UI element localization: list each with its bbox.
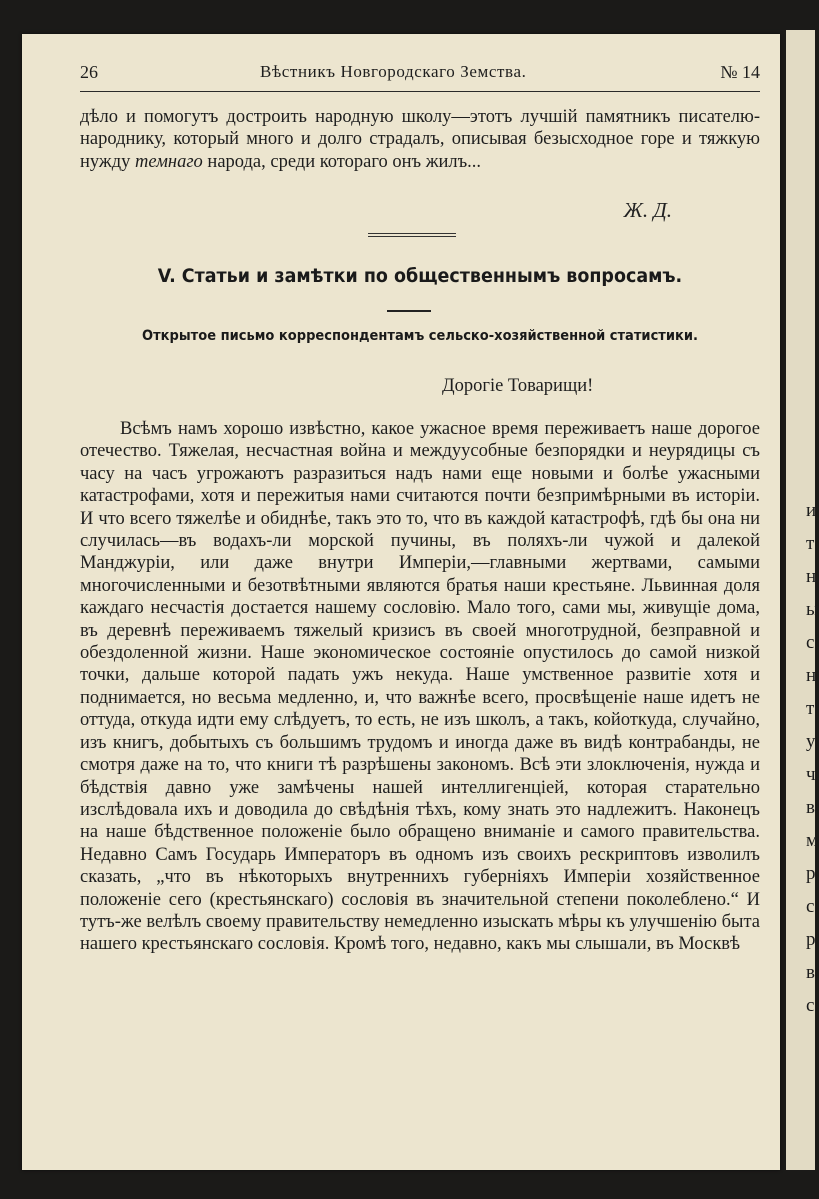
running-header xyxy=(80,62,760,88)
edge-letter: н xyxy=(806,665,817,686)
intro-text-start: дѣло и помогутъ достроить народную школу—этотъ лучшій памятникъ писателю-народнику, который много и долго страдалъ, описывая безысходное горе и тяжкую нужду xyxy=(80,107,760,172)
author-signature: Ж. Д. xyxy=(623,198,672,222)
edge-letter: т xyxy=(806,698,815,719)
letter-greeting: Дорогіе Товарищи! xyxy=(442,376,594,396)
edge-letter: р xyxy=(806,929,816,950)
edge-letter: у xyxy=(806,731,816,752)
edge-letter: ч xyxy=(806,764,816,785)
section-title: V. Статьи и замѣтки по общественнымъ вопросамъ. xyxy=(157,265,683,287)
article-subtitle: Открытое письмо корреспондентамъ сельско-хозяйственной статистики. xyxy=(142,328,698,344)
edge-letter: н xyxy=(806,566,817,587)
edge-letter: м xyxy=(806,830,819,851)
edge-letter: и xyxy=(806,500,817,521)
journal-title: Вѣстникъ Новгородскаго Земства. xyxy=(260,62,527,81)
edge-letter: с xyxy=(806,995,815,1016)
header-rule xyxy=(80,91,760,92)
edge-letter: ы xyxy=(806,599,819,620)
intro-text-italic: темнаго xyxy=(134,151,203,172)
edge-letter: р xyxy=(806,863,816,884)
body-paragraph xyxy=(80,418,760,956)
double-rule-divider xyxy=(368,233,456,239)
edge-letter: с xyxy=(806,896,815,917)
edge-letter: с xyxy=(806,632,815,653)
edge-letter: в xyxy=(806,797,815,818)
intro-text-end: народа, среди котораго онъ жилъ... xyxy=(202,151,482,172)
issue-number: № 14 xyxy=(720,62,760,82)
book-page xyxy=(22,34,780,1170)
body-text: Всѣмъ намъ хорошо извѣстно, какое ужасное время переживаетъ наше дорогое отечество. Тяжелая, несчастная война и междуусобные безпорядки и неурядицы съ часу на часъ угрожаютъ разразиться надъ нами еще новыми и болѣе ужасными катастрофами, хотя и пережитыя нами считаются почти безпримѣрными въ исторіи. И что всего тяжелѣе и обиднѣе, такъ это то, что въ каждой катастрофѣ, гдѣ бы она ни случилась—въ водахъ-ли морской пучины, въ поляхъ-ли чужой и далекой Манджуріи, или даже внутри Имперіи,—главными жертвами, самыми многочисленными и безотвѣтными являются братья наши крестьяне. Львинная доля каждаго несчастія достается нашему сословію. Мало того, сами мы, живущіе дома, въ деревнѣ переживаемъ тяжелый кризисъ въ своей многотрудной, безправной и обездоленной жизни. Наше экономическое состояніе опустилось до самой низкой точки, дальше которой падать ужъ некуда. Наше умственное развитіе хотя и поднимается, но весьма медленно, и, что важнѣе всего, просвѣщеніе наше идетъ не оттуда, откуда идти ему слѣдуетъ, то есть, не изъ школъ, а такъ, койоткуда, случайно, изъ книгъ, добытыхъ съ большимъ трудомъ и иногда даже въ видѣ контрабанды, не смотря даже на то, что книги тѣ разрѣшены закономъ. Всѣ эти злоключенія, нужда и бѣдствія давно уже замѣчены нашей интеллигенціей, которая старательно изслѣдовала ихъ и доводила до свѣдѣнія тѣхъ, кому знать это надлежитъ. Наконецъ на наше бѣдственное положеніе было обращено вниманіе и самого правительства. Недавно Самъ Государь Императоръ въ одномъ изъ своихъ рескриптовъ изволилъ сказать, „что въ нѣкоторыхъ внутреннихъ губерніяхъ Имперіи хозяйственное положеніе сего (крестьянскаго) сословія въ значительной степени поколеблено.“ И тутъ-же велѣлъ своему правительству немедленно изыскать мѣры къ улучшенію быта нашего крестьянскаго сословія. Кромѣ того, недавно, какъ мы слышали, въ Москвѣ xyxy=(80,419,760,955)
section-rule xyxy=(387,310,431,312)
edge-letter: т xyxy=(806,533,815,554)
adjacent-page-edge xyxy=(786,30,819,1170)
page-number: 26 xyxy=(80,62,98,82)
intro-paragraph xyxy=(80,106,760,173)
edge-letter: в xyxy=(806,962,815,983)
